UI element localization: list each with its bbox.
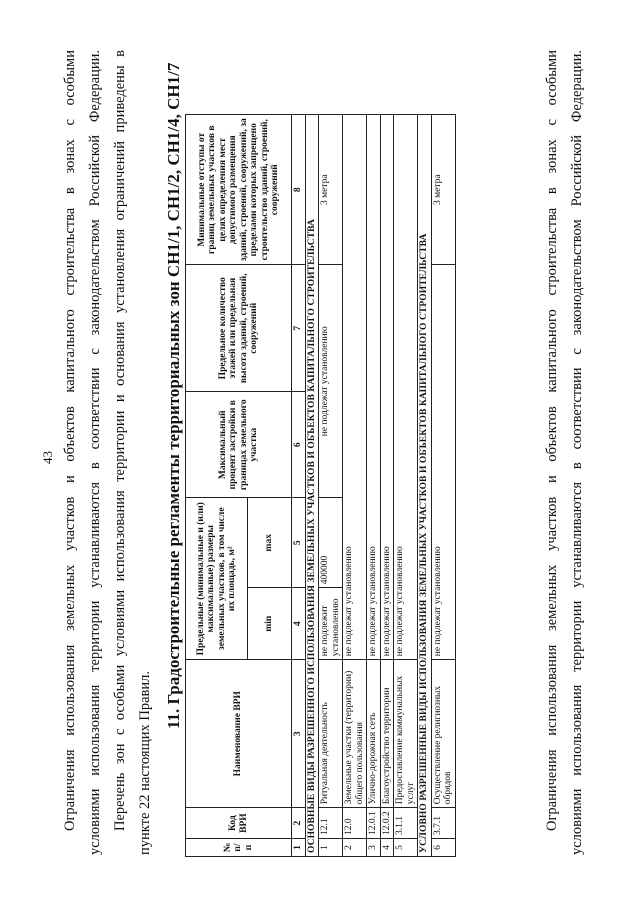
table-row [319,115,343,857]
header-num: № п/п [186,839,292,857]
row-code: 12.0 [343,808,367,839]
section-heading: 11. Градостроительные регламенты территориальных зон СН1/1, СН1/2, СН1/4, СН1/7 [164,62,183,729]
table-row [431,115,455,857]
intro-line: условиями использования территории устанавливаются в соответствии с законодательством Российской Федерации. [87,50,103,855]
row-value: не подлежат установлению [394,115,418,660]
row-setback: 3 метра [431,115,455,265]
table-row [380,115,394,857]
col-number: 5 [292,498,306,588]
header-area: Предельные (минимальные и (или) максимальные) размеры земельных участков, в том числе их площадь, м² [186,498,248,660]
table-row [343,115,367,857]
col-number: 6 [292,392,306,498]
row-value: не подлежат установлению [343,115,367,660]
column-numbers-row [292,115,306,857]
row-num: 2 [343,839,367,857]
section-cond-label: УСЛОВНО РАЗРЕШЕННЫЕ ВИДЫ ИСПОЛЬЗОВАНИЯ ЗЕМЕЛЬНЫХ УЧАСТКОВ И ОБЪЕКТОВ КАПИТАЛЬНОГО СТРОИТЕЛЬСТВА [418,115,432,857]
table-row [367,115,381,857]
intro-paragraph [58,50,158,855]
row-name: Улично-дорожная сеть [367,660,381,808]
header-min: min [248,588,292,660]
header-max: max [248,498,292,588]
intro-line: Перечень зон с особыми условиями использования территории и основания установления ограничений приведены в [112,50,128,831]
row-name: Благоустройство территории [380,660,394,808]
row-value: не подлежат установлению [367,115,381,660]
row-name: Предоставление коммунальных услуг [394,660,418,808]
intro-line: Ограничения использования земельных участков и объектов капитального строительства в зонах с особыми [62,50,78,831]
row-num: 5 [394,839,418,857]
header-percent: Максимальный процент застройки в границах земельного участка [186,392,292,498]
section-main-label: ОСНОВНЫЕ ВИДЫ РАЗРЕШЕННОГО ИСПОЛЬЗОВАНИЯ ЗЕМЕЛЬНЫХ УЧАСТКОВ И ОБЪЕКТОВ КАПИТАЛЬНОГО СТРОИТЕЛЬСТВА [305,115,319,857]
row-code: 3.7.1 [431,808,455,839]
header-setback: Минимальные отступы от границ земельных участков в целях определения мест допустимого размещения зданий, строений, сооружений, за пределами которых запрещено строительство зданий, строений, сооружений [186,115,292,265]
page-number: 43 [40,451,55,464]
regulations-table [185,114,456,857]
row-num: 3 [367,839,381,857]
intro-line: пункте 22 настоящих Правил. [137,671,153,855]
header-floors: Предельное количество этажей или предельная высота зданий, строений, сооружений [186,265,292,392]
col-number: 4 [292,588,306,660]
row-name: Осуществление религиозных обрядов [431,660,455,808]
section-row-conditional [418,115,432,857]
row-value: не подлежат установлению [431,265,455,660]
footer-line: Ограничения использования земельных участков и объектов капитального строительства в зонах с особыми [544,50,560,831]
row-code: 3.1.1 [394,808,418,839]
row-code: 12.0.2 [380,808,394,839]
footer-line: условиями использования территории устанавливаются в соответствии с законодательством Российской Федерации. [569,50,585,855]
row-setback: 3 метра [319,115,343,265]
row-num: 4 [380,839,394,857]
row-max: 400000 [319,498,343,588]
row-name: Земельные участки (территории) общего пользования [343,660,367,808]
header-code: Код ВРИ [186,808,292,839]
row-code: 12.1 [319,808,343,839]
col-number: 7 [292,265,306,392]
row-value: не подлежат установлению [380,115,394,660]
header-name: Наименование ВРИ [186,660,292,808]
col-number: 8 [292,115,306,265]
row-min: не подлежит установлению [319,588,343,660]
row-num: 1 [319,839,343,857]
row-percent-floors: не подлежат установлению [319,265,343,498]
col-number: 3 [292,660,306,808]
col-number: 2 [292,808,306,839]
col-number: 1 [292,839,306,857]
footer-paragraph [540,50,590,855]
row-name: Ритуальная деятельность [319,660,343,808]
table-row [394,115,418,857]
row-num: 6 [431,839,455,857]
row-code: 12.0.1 [367,808,381,839]
section-row-main [305,115,319,857]
